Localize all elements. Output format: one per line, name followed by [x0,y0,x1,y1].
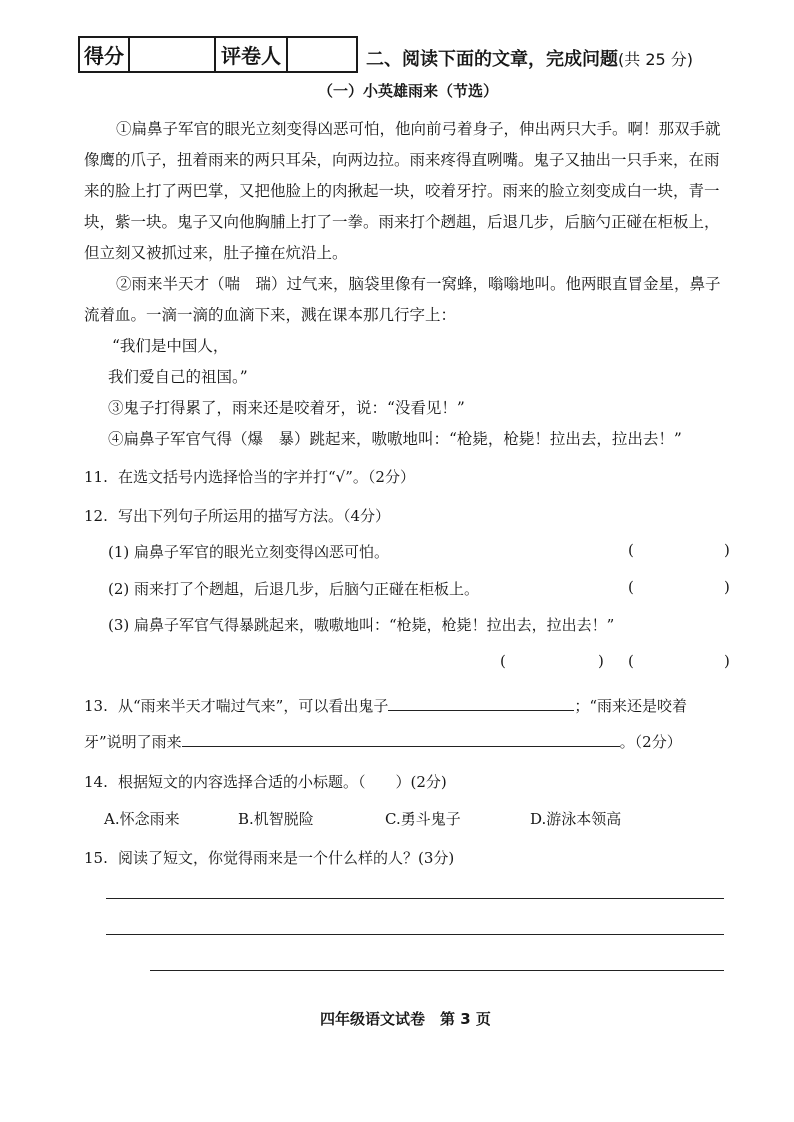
question-13-cont [84,731,682,752]
question-text: 牙”说明了雨来 [84,733,182,751]
q14-option-b[interactable]: B.机智脱险 [238,810,314,828]
q12-answer-1[interactable] [642,539,720,559]
question-text: 阅读了短文，你觉得雨来是一个什么样的人？(3分) [118,849,455,867]
paragraph-1-line: 来的脸上打了两巴掌，又把他脸上的肉揪起一块，咬着牙拧。雨来的脸立刻变成白一块，青一 [84,182,720,200]
answer-paren-open: ( [628,541,634,559]
passage-title: （一）小英雄雨来（节选） [318,82,499,100]
question-number: 15. [84,849,108,867]
q14-option-c[interactable]: C.勇斗鬼子 [385,810,461,828]
q13-blank-2[interactable] [182,731,620,747]
paragraph-1-line: ①扁鼻子军官的眼光立刻变得凶恶可怕，他向前弓着身子，伸出两只大手。啊！那双手就 [116,120,721,138]
question-number: 14. [84,773,108,791]
question-12 [84,505,390,526]
q12-answer-2[interactable] [642,576,720,596]
answer-paren-open: ( [500,652,506,670]
question-number: 11. [84,468,108,486]
grader-label: 评卷人 [215,37,287,72]
question-number: 13. [84,697,108,715]
paragraph-1-line: 像鹰的爪子，扭着雨来的两只耳朵，向两边拉。雨来疼得直咧嘴。鬼子又抽出一只手来，在雨 [84,151,720,169]
q14-option-d[interactable]: D.游泳本领高 [530,810,622,828]
q14-option-a[interactable]: A.怀念雨来 [104,810,180,828]
answer-paren-open: ( [628,652,634,670]
section-title-text: 二、阅读下面的文章，完成问题 [366,49,618,70]
question-text: ）(2分) [395,773,447,791]
quote-line: “我们是中国人， [112,337,229,355]
question-15 [84,847,454,868]
question-text: 写出下列句子所运用的描写方法。（4分） [118,507,391,525]
q12-item-3: (3) 扁鼻子军官气得暴跳起来，嗷嗷地叫：“枪毙，枪毙！拉出去，拉出去！” [108,616,615,634]
score-field[interactable] [129,37,215,72]
paragraph-1-line: 块，紫一块。鬼子又向他胸脯上打了一拳。雨来打个趔趄，后退几步，后脑勺正碰在柜板上， [84,213,720,231]
score-label: 得分 [79,37,129,72]
paragraph-1-line: 但立刻又被抓过来，肚子撞在炕沿上。 [84,244,348,262]
q13-blank-1[interactable] [388,695,574,711]
paragraph-2-line: 流着血。一滴一滴的血滴下来，溅在课本那几行字上： [84,306,457,324]
question-13 [84,695,687,716]
quote-line: 我们爱自己的祖国。” [108,368,248,386]
answer-paren-close: ) [724,578,730,596]
question-11 [84,466,415,487]
question-14 [84,771,447,792]
q12-answer-3b[interactable] [642,650,720,670]
answer-paren-close: ) [724,541,730,559]
grader-field[interactable] [287,37,357,72]
section-title [366,45,693,71]
page-footer: 四年级语文试卷 第 3 页 [320,1010,491,1028]
answer-line[interactable] [150,970,724,971]
question-text: 在选文括号内选择恰当的字并打“√”。（2分） [118,468,415,486]
paragraph-3: ③鬼子打得累了，雨来还是咬着牙，说：“没看见！” [108,399,465,417]
question-number: 12. [84,507,108,525]
score-box [78,36,358,73]
answer-paren-close: ) [724,652,730,670]
q12-item-1: (1) 扁鼻子军官的眼光立刻变得凶恶可怕。 [108,543,390,561]
answer-paren-open: ( [628,578,634,596]
answer-paren-close: ) [598,652,604,670]
paragraph-4: ④扁鼻子军官气得（爆 暴）跳起来，嗷嗷地叫：“枪毙，枪毙！拉出去，拉出去！” [108,430,682,448]
question-text: ；“雨来还是咬着 [574,697,688,715]
q12-answer-3a[interactable] [514,650,594,670]
question-text: 。（2分） [619,733,682,751]
answer-line[interactable] [106,934,724,935]
answer-line[interactable] [106,898,724,899]
section-points: (共 25 分) [618,50,694,69]
paragraph-2-line: ②雨来半天才（喘 瑞）过气来，脑袋里像有一窝蜂，嗡嗡地叫。他两眼直冒金星，鼻子 [116,275,721,293]
question-text: 从“雨来半天才喘过气来”，可以看出鬼子 [118,697,389,715]
question-text: 根据短文的内容选择合适的小标题。（ [118,773,366,791]
q12-item-2: (2) 雨来打了个趔趄，后退几步，后脑勺正碰在柜板上。 [108,580,480,598]
